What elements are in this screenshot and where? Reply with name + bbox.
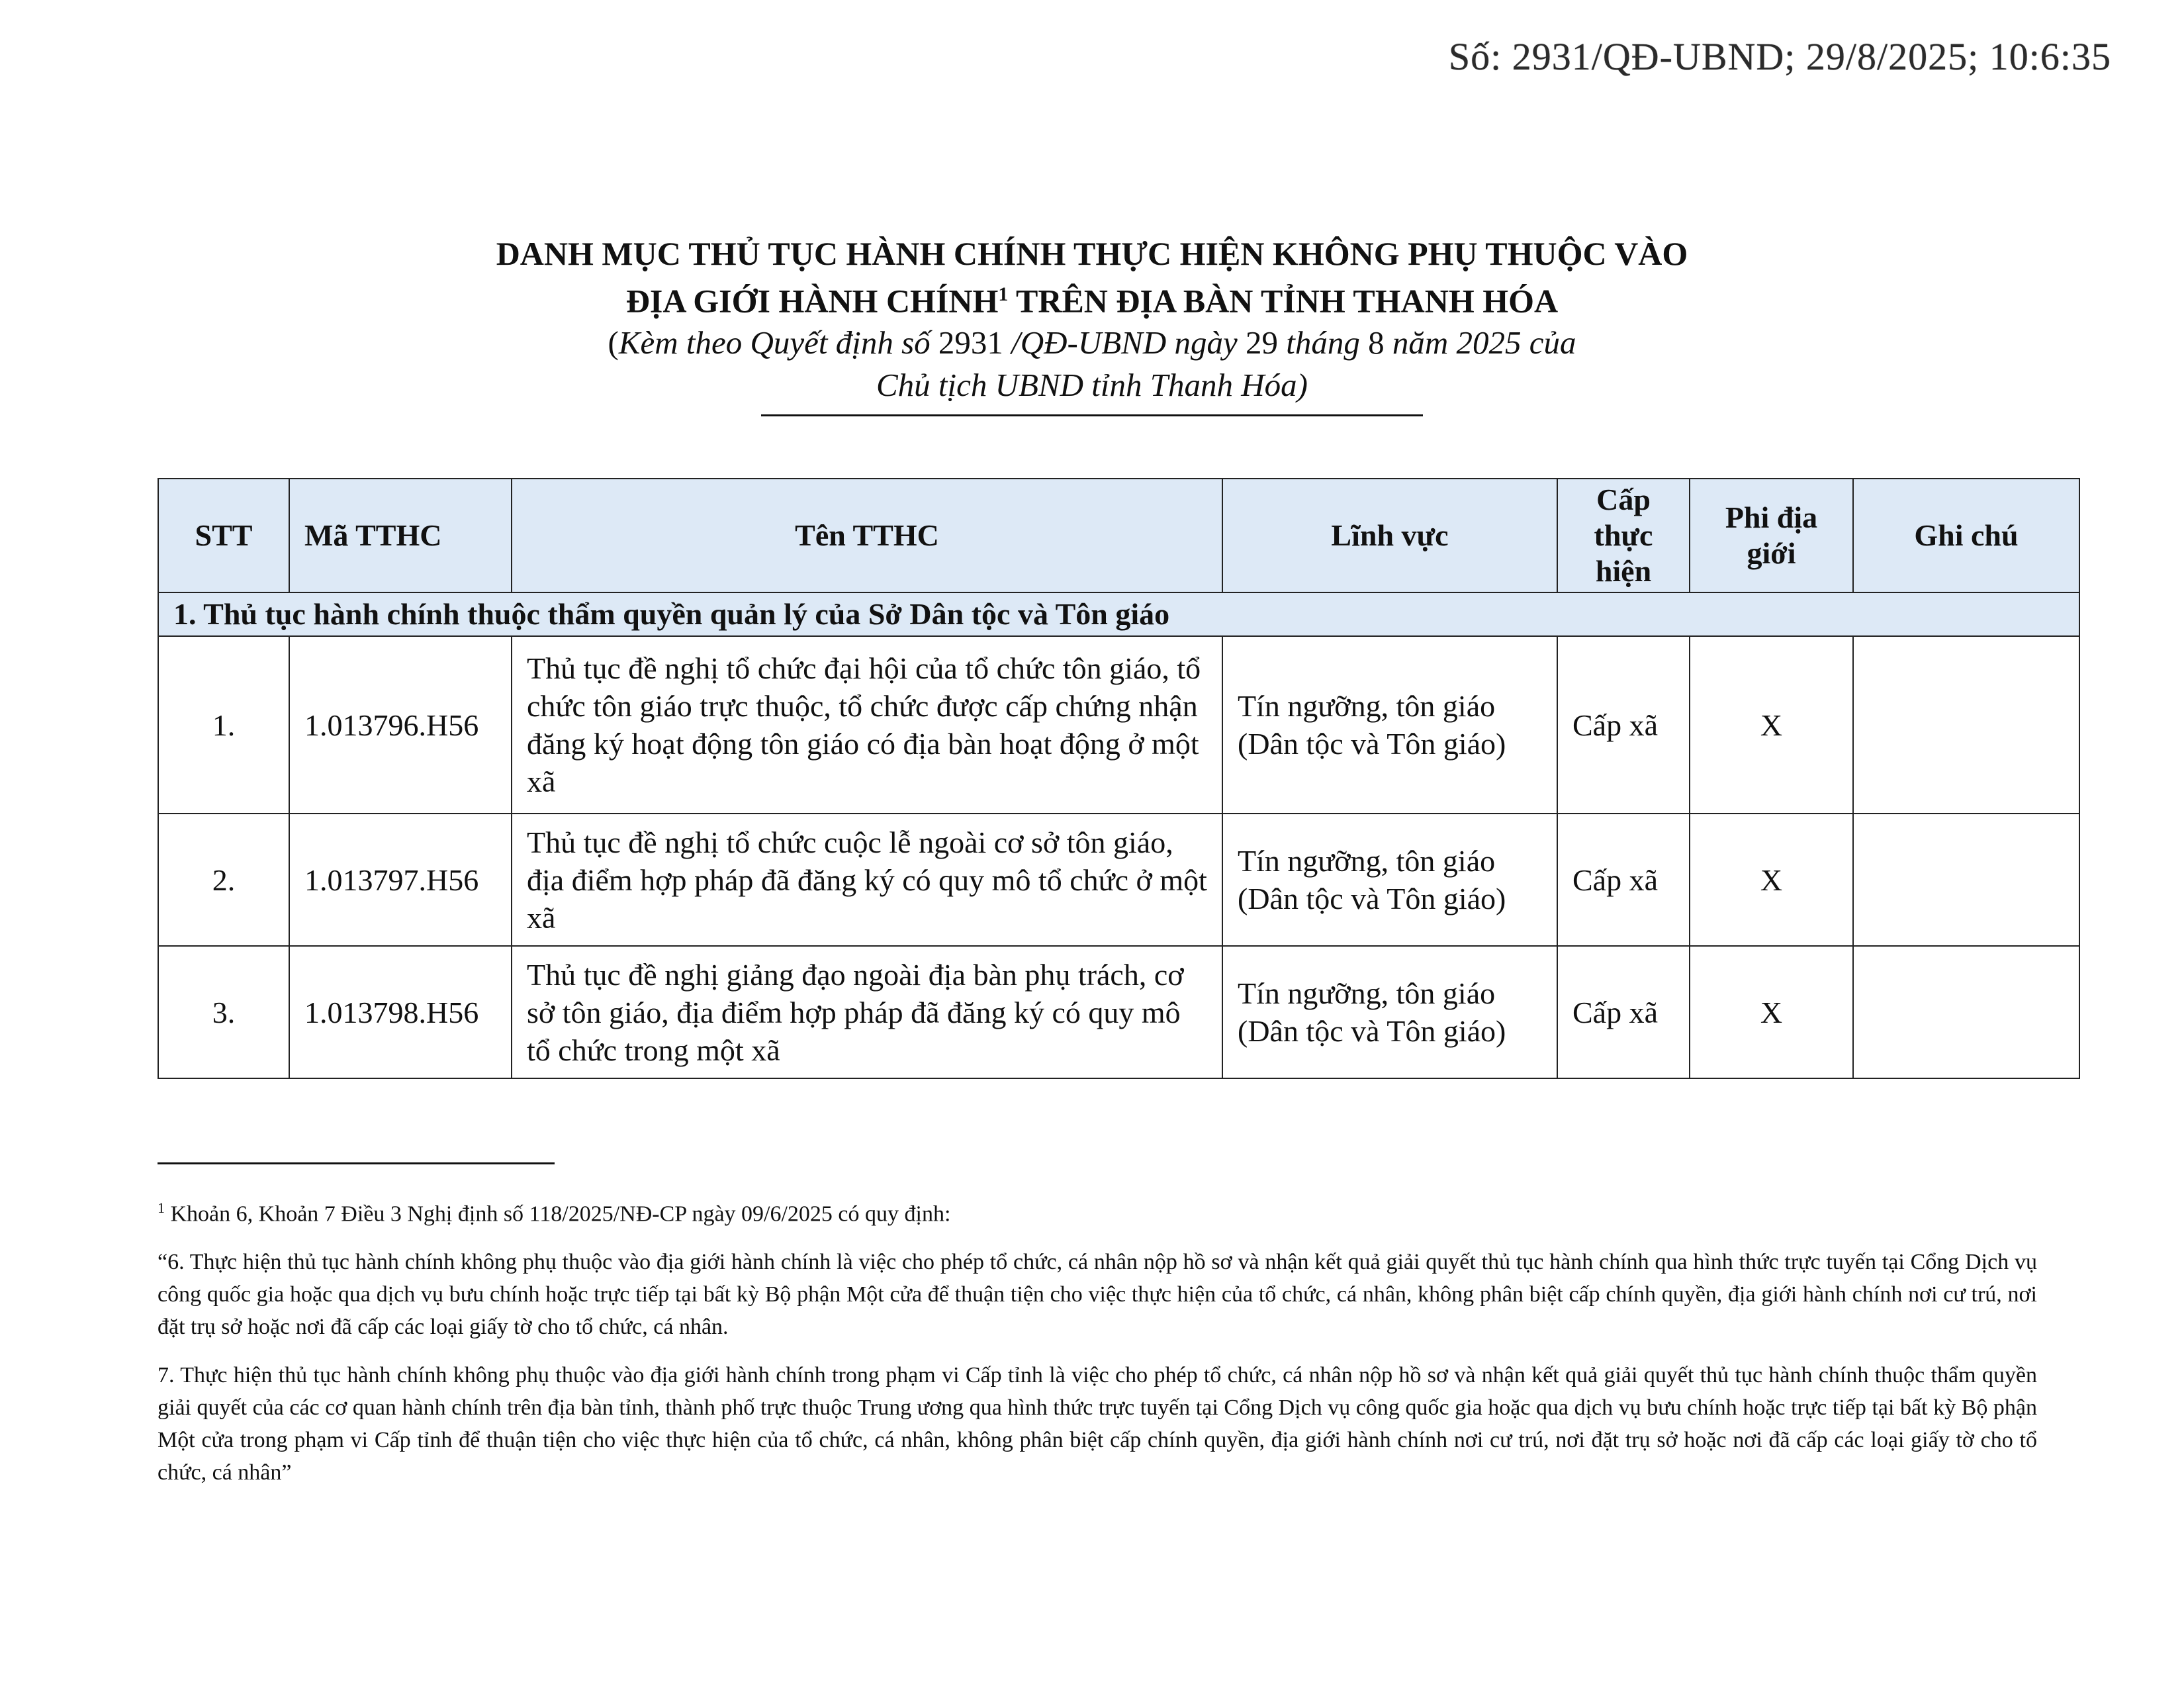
table-header-row [158,479,2079,592]
header-ten-tthc: Tên TTHC [512,479,1222,592]
footnote-separator [158,1162,555,1164]
decision-day: 29 [1246,324,1278,361]
cell-ten-tthc: Thủ tục đề nghị giảng đạo ngoài địa bàn phụ trách, cơ sở tôn giáo, địa điểm hợp pháp đã đăng ký có quy mô tổ chức trong một xã [512,946,1222,1078]
linh-vuc-line-1: Tín ngưỡng, tôn giáo [1238,689,1496,723]
document-title-line-2 [158,274,2026,322]
header-phi-line-1: Phi địa [1725,500,1818,534]
cell-ten-tthc: Thủ tục đề nghị tổ chức cuộc lễ ngoài cơ sở tôn giáo, địa điểm hợp pháp đã đăng ký có quy mô tổ chức ở một xã [512,814,1222,946]
cell-cap-thuc-hien: Cấp xã [1557,814,1690,946]
header-phi-dia-gioi [1690,479,1853,592]
cell-ma-tthc: 1.013797.H56 [289,814,512,946]
footnote-ref: 1 [998,283,1009,305]
sub-text-c: tháng [1278,324,1369,361]
linh-vuc-line-2: (Dân tộc và Tôn giáo) [1238,882,1506,915]
header-cap-line-3: hiện [1595,554,1652,588]
sub-text-a: Kèm theo Quyết định số [618,324,938,361]
decision-month: 8 [1368,324,1385,361]
document-number-stamp: Số: 2931/QĐ-UBND; 29/8/2025; 10:6:35 [1448,35,2111,78]
header-linh-vuc: Lĩnh vực [1222,479,1557,592]
table-row [158,636,2079,814]
cell-ghi-chu [1853,814,2079,946]
cell-stt: 2. [158,814,289,946]
decision-reference-line-2: Chủ tịch UBND tỉnh Thanh Hóa) [876,366,1308,403]
footnotes [158,1192,2037,1505]
cell-ghi-chu [1853,946,2079,1078]
cell-linh-vuc [1222,636,1557,814]
cell-linh-vuc [1222,946,1557,1078]
document-title-block [158,233,2026,416]
footnote-intro-text: Khoản 6, Khoản 7 Điều 3 Nghị định số 118/2025/NĐ-CP ngày 09/6/2025 có quy định: [165,1201,951,1227]
cell-phi-dia-gioi: X [1690,946,1853,1078]
sub-text-b: /QĐ-UBND ngày [1003,324,1246,361]
title-divider [761,414,1423,416]
table-row [158,814,2079,946]
linh-vuc-line-1: Tín ngưỡng, tôn giáo [1238,844,1496,878]
cell-phi-dia-gioi: X [1690,814,1853,946]
header-cap-line-2: thực [1594,518,1653,552]
cell-ten-tthc: Thủ tục đề nghị tổ chức đại hội của tổ chức tôn giáo, tổ chức tôn giáo trực thuộc, tổ chức được cấp chứng nhận đăng ký hoạt động tôn giáo có địa bàn hoạt động ở một xã [512,636,1222,814]
table-row [158,946,2079,1078]
sub-open-paren: ( [608,324,619,361]
header-phi-line-2: giới [1747,536,1796,570]
title-line-2-part-a: ĐỊA GIỚI HÀNH CHÍNH [625,282,999,320]
cell-phi-dia-gioi: X [1690,636,1853,814]
document-title-line-1: DANH MỤC THỦ TỤC HÀNH CHÍNH THỰC HIỆN KHÔNG PHỤ THUỘC VÀO [496,235,1688,272]
cell-ma-tthc: 1.013796.H56 [289,636,512,814]
cell-linh-vuc [1222,814,1557,946]
cell-stt: 1. [158,636,289,814]
footnote-intro [158,1192,2037,1230]
cell-ghi-chu [1853,636,2079,814]
cell-ma-tthc: 1.013798.H56 [289,946,512,1078]
linh-vuc-line-1: Tín ngưỡng, tôn giáo [1238,976,1496,1010]
linh-vuc-line-2: (Dân tộc và Tôn giáo) [1238,727,1506,761]
footnote-clause-6: “6. Thực hiện thủ tục hành chính không phụ thuộc vào địa giới hành chính là việc cho phép tổ chức, cá nhân nộp hồ sơ và nhận kết quả giải quyết thủ tục hành chính qua hình thức trực tuyến tại Cổng Dịch vụ công quốc gia hoặc qua dịch vụ bưu chính hoặc trực tiếp tại bất kỳ Bộ phận Một cửa để thuận tiện cho việc thực hiện của tổ chức, cá nhân, không phân biệt cấp chính quyền, địa giới hành chính nơi cư trú, nơi đặt trụ sở hoặc nơi đã cấp các loại giấy tờ cho tổ chức, cá nhân. [158,1250,2037,1340]
procedures-table [158,478,2080,1079]
footnote-clause-7: 7. Thực hiện thủ tục hành chính không phụ thuộc vào địa giới hành chính trong phạm vi Cấp tỉnh là việc cho phép tổ chức, cá nhân nộp hồ sơ và nhận kết quả giải quyết thủ tục hành chính thuộc thẩm quyền giải quyết của các cơ quan hành chính trên địa bàn tỉnh, thành phố trực thuộc Trung ương qua hình thức trực tuyến tại Cổng Dịch vụ công quốc gia hoặc qua dịch vụ bưu chính hoặc trực tiếp tại bất kỳ Bộ phận Một cửa trong phạm vi Cấp tỉnh để thuận tiện cho việc thực hiện của tổ chức, cá nhân, không phân biệt cấp chính quyền, địa giới hành chính nơi cư trú, nơi đặt trụ sở hoặc nơi đã cấp các loại giấy tờ cho tổ chức, cá nhân” [158,1363,2037,1485]
header-ghi-chu: Ghi chú [1853,479,2079,592]
sub-text-d: năm 2025 của [1384,324,1576,361]
cell-cap-thuc-hien: Cấp xã [1557,946,1690,1078]
header-stt: STT [158,479,289,592]
linh-vuc-line-2: (Dân tộc và Tôn giáo) [1238,1014,1506,1048]
header-cap-line-1: Cấp [1596,483,1651,516]
decision-number: 2931 [938,324,1003,361]
header-cap-thuc-hien [1557,479,1690,592]
section-title: 1. Thủ tục hành chính thuộc thẩm quyền quản lý của Sở Dân tộc và Tôn giáo [158,592,2079,636]
table-section-row [158,592,2079,636]
title-line-2-part-b: TRÊN ĐỊA BÀN TỈNH THANH HÓA [1008,282,1559,320]
cell-stt: 3. [158,946,289,1078]
footnote-number: 1 [158,1199,165,1216]
cell-cap-thuc-hien: Cấp xã [1557,636,1690,814]
header-ma-tthc: Mã TTHC [289,479,512,592]
decision-reference-line-1 [158,322,2026,364]
